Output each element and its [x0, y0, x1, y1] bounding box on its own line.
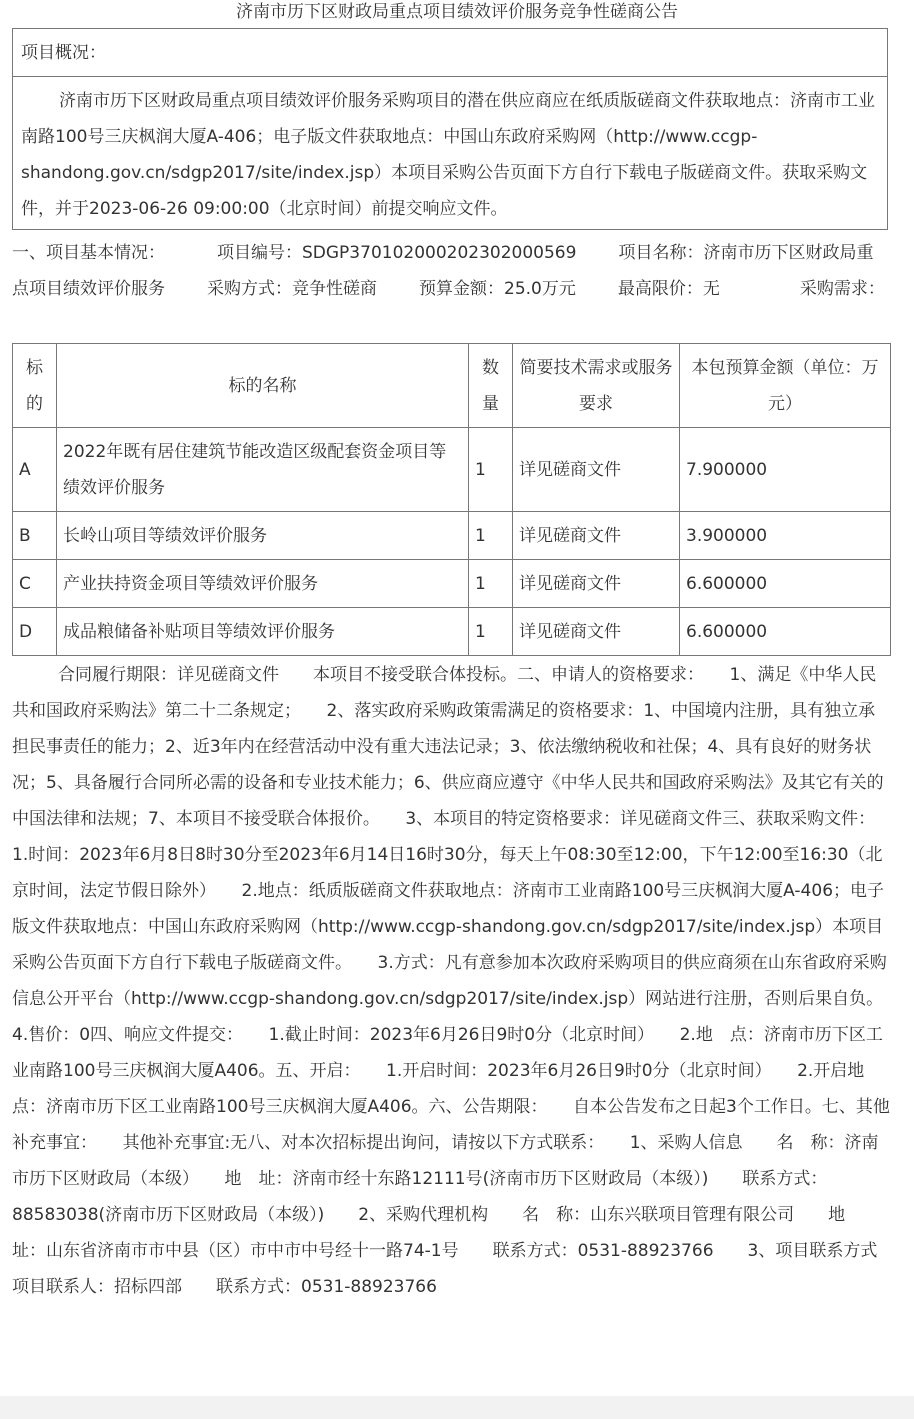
cell-qty: 1 [469, 608, 513, 656]
cell-name: 产业扶持资金项目等绩效评价服务 [57, 560, 469, 608]
cell-requirement: 详见磋商文件 [513, 512, 680, 560]
table-row [13, 428, 891, 512]
cell-qty: 1 [469, 512, 513, 560]
max-price: 最高限价：无 [617, 279, 720, 299]
table-header-row [13, 344, 891, 428]
cell-name: 成品粮储备补贴项目等绩效评价服务 [57, 608, 469, 656]
project-number: 项目编号：SDGP370102000202302000569 [217, 243, 577, 263]
table-row [13, 608, 891, 656]
header-name: 标的名称 [57, 344, 469, 428]
basic-section-title: 一、项目基本情况： [12, 243, 165, 263]
cell-name: 长岭山项目等绩效评价服务 [57, 512, 469, 560]
cell-lot: D [13, 608, 57, 656]
table-row [13, 560, 891, 608]
cell-qty: 1 [469, 428, 513, 512]
cell-lot: A [13, 428, 57, 512]
table-row [13, 512, 891, 560]
cell-requirement: 详见磋商文件 [513, 428, 680, 512]
cell-qty: 1 [469, 560, 513, 608]
cell-lot: C [13, 560, 57, 608]
basic-info [12, 235, 890, 307]
cell-budget: 3.900000 [680, 512, 891, 560]
cell-budget: 6.600000 [680, 560, 891, 608]
cell-requirement: 详见磋商文件 [513, 560, 680, 608]
cell-lot: B [13, 512, 57, 560]
project-name: 项目名称：济南市历下区财政局重点项目绩效评价服务 [12, 243, 874, 299]
page-title: 济南市历下区财政局重点项目绩效评价服务竞争性磋商公告 [236, 2, 678, 22]
header-qty: 数量 [469, 344, 513, 428]
header-budget: 本包预算金额（单位：万元） [680, 344, 891, 428]
bid-lots-table [12, 343, 891, 656]
budget-amount: 预算金额：25.0万元 [419, 279, 576, 299]
header-requirement: 简要技术需求或服务要求 [513, 344, 680, 428]
procurement-needs-label: 采购需求： [799, 279, 885, 299]
announcement-details: 合同履行期限：详见磋商文件 本项目不接受联合体投标。二、申请人的资格要求： 1、满足《中华人民共和国政府采购法》第二十二条规定； 2、落实政府采购政策需满足的资格要求：1、中国境内注册，具有独立承担民事责任的能力；2、近3年内在经营活动中没有重大违法记录；3、依法缴纳税收和社保；4、具有良好的财务状况；5、具备履行合同所必需的设备和专业技术能力；6、供应商应遵守《中华人民共和国政府采购法》及其它有关的中国法律和法规；7、本项目不接受联合体报价。 3、本项目的特定资格要求：详见磋商文件三、获取采购文件： 1.时间：2023年6月8日8时30分至2023年6月14日16时30分，每天上午08:30至12:00，下午12:00至16:30（北京时间，法定节假日除外） 2.地点：纸质版磋商文件获取地点：济南市工业南路100号三庆枫润大厦A-406；电子版文件获取地点：中国山东政府采购网（http://www.ccgp-shandong.gov.cn/sdgp2017/site/index.jsp）本项目采购公告页面下方自行下载电子版磋商文件。 3.方式：凡有意参加本次政府采购项目的供应商须在山东省政府采购信息公开平台（http://www.ccgp-shandong.gov.cn/sdgp2017/site/index.jsp）网站进行注册，否则后果自负。 4.售价：0四、响应文件提交： 1.截止时间：2023年6月26日9时0分（北京时间） 2.地 点：济南市历下区工业南路100号三庆枫润大厦A406。五、开启： 1.开启时间：2023年6月26日9时0分（北京时间） 2.开启地点：济南市历下区工业南路100号三庆枫润大厦A406。六、公告期限： 自本公告发布之日起3个工作日。七、其他补充事宜： 其他补充事宜:无八、对本次招标提出询问，请按以下方式联系： 1、采购人信息 名 称：济南市历下区财政局（本级） 地 址：济南市经十东路12111号(济南市历下区财政局（本级）) 联系方式：88583038(济南市历下区财政局（本级）) 2、采购代理机构 名 称：山东兴联项目管理有限公司 地 址：山东省济南市市中县（区）市中市中号经十一路74-1号 联系方式：0531-88923766 3、项目联系方式 项目联系人：招标四部 联系方式：0531-88923766 [12, 665, 912, 1297]
cell-budget: 7.900000 [680, 428, 891, 512]
overview-body: 济南市历下区财政局重点项目绩效评价服务采购项目的潜在供应商应在纸质版磋商文件获取地点：济南市工业南路100号三庆枫润大厦A-406；电子版文件获取地点：中国山东政府采购网（http://www.ccgp-shandong.gov.cn/sdgp2017/site/index.jsp）本项目采购公告页面下方自行下载电子版磋商文件。获取采购文件，并于2023-06-26 09:00:00（北京时间）前提交响应文件。 [21, 91, 875, 219]
cell-requirement: 详见磋商文件 [513, 608, 680, 656]
cell-name: 2022年既有居住建筑节能改造区级配套资金项目等绩效评价服务 [57, 428, 469, 512]
project-overview-box [12, 28, 888, 230]
procurement-method: 采购方式：竞争性磋商 [207, 279, 377, 299]
cell-budget: 6.600000 [680, 608, 891, 656]
page-footer-bar [0, 1396, 914, 1419]
header-lot: 标的 [13, 344, 57, 428]
overview-heading: 项目概况： [13, 29, 887, 77]
